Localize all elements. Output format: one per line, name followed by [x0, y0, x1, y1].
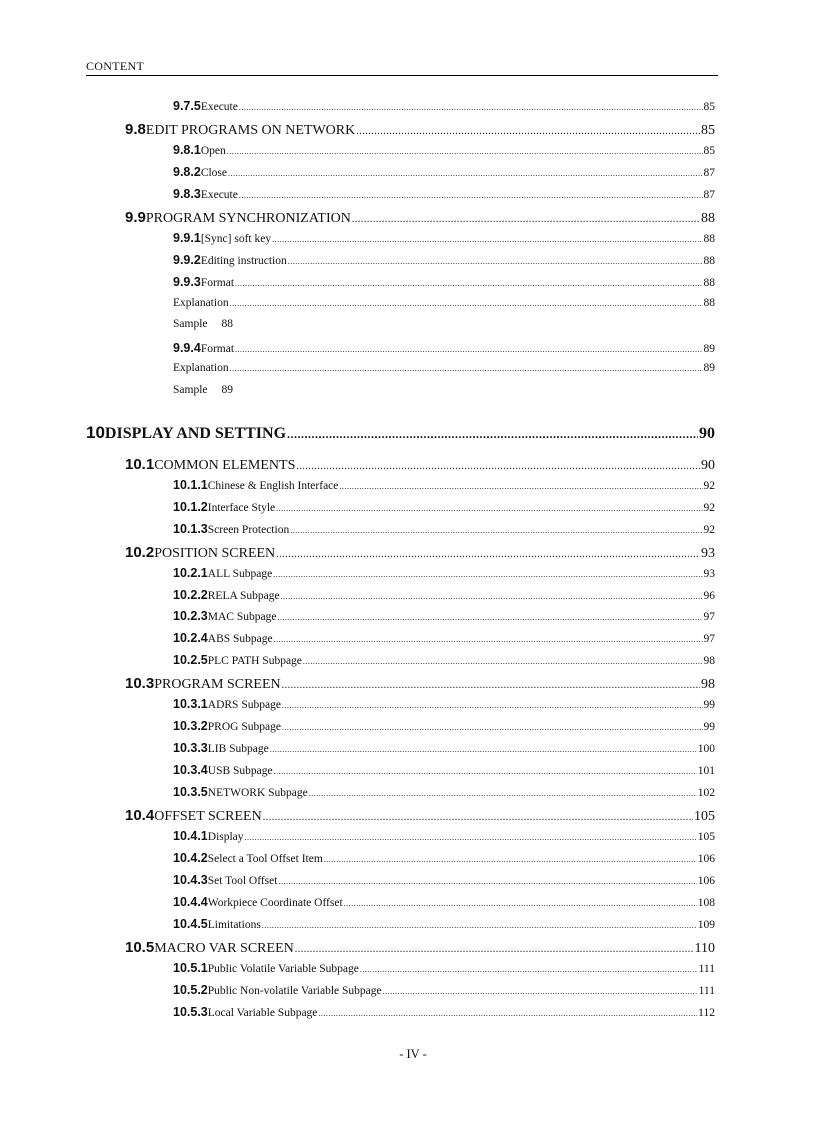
toc-entry[interactable] — [0, 478, 826, 498]
toc-entry-page: 88 — [221, 318, 233, 330]
toc-entry[interactable] — [0, 362, 826, 382]
toc-entry-title: Screen Protection — [207, 524, 290, 536]
toc-entry-title: MAC Subpage — [207, 611, 277, 623]
toc-entry-title: Format — [200, 343, 235, 355]
toc-entry[interactable] — [0, 209, 826, 229]
toc-leader-dots — [274, 633, 703, 645]
toc-leader-dots — [263, 809, 693, 825]
toc-entry-page: 92 — [703, 502, 715, 514]
toc-entry[interactable] — [0, 187, 826, 207]
toc-entry[interactable] — [0, 763, 826, 783]
toc-leader-dots — [383, 985, 698, 997]
toc-entry[interactable] — [0, 873, 826, 893]
toc-entry-title: PROGRAM SCREEN — [154, 677, 281, 692]
toc-entry[interactable] — [0, 121, 826, 141]
toc-entry[interactable] — [0, 500, 826, 520]
toc-entry[interactable] — [0, 1005, 826, 1025]
toc-leader-dots — [239, 189, 703, 201]
toc-leader-dots — [239, 101, 703, 113]
toc-entry-page: 88 — [703, 233, 715, 245]
toc-entry-page: 92 — [703, 480, 715, 492]
toc-entry[interactable] — [0, 588, 826, 608]
toc-entry-page: 111 — [698, 985, 715, 997]
toc-entry-number: 10.4.3 — [173, 873, 208, 887]
toc-entry-page: 90 — [699, 425, 715, 442]
toc-entry[interactable] — [0, 719, 826, 739]
toc-entry-title: Limitations — [207, 919, 261, 931]
toc-leader-dots — [309, 787, 697, 799]
toc-leader-dots — [360, 963, 698, 975]
header-rule — [86, 75, 718, 76]
toc-entry[interactable] — [0, 143, 826, 163]
toc-entry-number: 10.1.2 — [173, 500, 208, 514]
toc-entry-page: 85 — [703, 101, 715, 113]
toc-entry-title: ALL Subpage — [207, 568, 273, 580]
toc-entry-title: Close — [200, 167, 228, 179]
toc-entry-number: 10.4.2 — [173, 851, 208, 865]
toc-entry-number: 9.7.5 — [173, 99, 201, 113]
toc-entry-number: 10.2.1 — [173, 566, 208, 580]
toc-entry-page: 98 — [701, 677, 715, 692]
toc-entry-title: MACRO VAR SCREEN — [154, 941, 294, 956]
toc-entry-page: 98 — [703, 655, 715, 667]
toc-leader-dots — [282, 699, 703, 711]
toc-leader-dots — [318, 1007, 697, 1019]
toc-entry[interactable] — [0, 522, 826, 542]
toc-entry-title: Sample — [173, 318, 208, 330]
toc-entry-title: RELA Subpage — [207, 590, 280, 602]
toc-entry[interactable] — [0, 675, 826, 695]
toc-entry-page: 96 — [703, 590, 715, 602]
toc-entry-number: 9.9.4 — [173, 341, 201, 355]
toc-entry-title: Execute — [200, 101, 238, 113]
toc-entry-number: 9.8.1 — [173, 143, 201, 157]
toc-entry-title: [Sync] soft key — [200, 233, 272, 245]
toc-entry[interactable] — [0, 829, 826, 849]
toc-entry-title: PROGRAM SYNCHRONIZATION — [145, 211, 351, 226]
toc-entry-page: 88 — [703, 277, 715, 289]
toc-entry-number: 10.5.1 — [173, 961, 208, 975]
toc-entry-page: 85 — [703, 145, 715, 157]
toc-entry[interactable] — [0, 807, 826, 827]
toc-leader-dots — [276, 502, 702, 514]
toc-entry-page: 106 — [697, 875, 715, 887]
toc-leader-dots — [278, 875, 696, 887]
toc-entry-title: Local Variable Subpage — [207, 1007, 318, 1019]
toc-entry-title: Explanation — [173, 362, 229, 374]
toc-entry-number: 10.5 — [125, 939, 155, 956]
toc-entry[interactable] — [0, 697, 826, 717]
toc-entry-number: 10.4.4 — [173, 895, 208, 909]
toc-entry-title: Editing instruction — [200, 255, 287, 267]
toc-entry-title: Public Non-volatile Variable Subpage — [207, 985, 382, 997]
toc-entry[interactable] — [0, 297, 826, 317]
toc-entry-number: 10.2.2 — [173, 588, 208, 602]
toc-entry-number: 10.3.1 — [173, 697, 208, 711]
toc-entry-number: 9.9.3 — [173, 275, 201, 289]
toc-leader-dots — [228, 167, 702, 179]
toc-entry-title: COMMON ELEMENTS — [154, 458, 296, 473]
toc-entry-page: 112 — [698, 1007, 715, 1019]
toc-entry-title: NETWORK Subpage — [207, 787, 308, 799]
toc-entry-number: 10.2.5 — [173, 653, 208, 667]
toc-leader-dots — [235, 343, 702, 355]
toc-leader-dots — [296, 458, 700, 474]
toc-entry-page: 88 — [703, 255, 715, 267]
toc-leader-dots — [282, 677, 700, 693]
toc-entry-number: 10.3.3 — [173, 741, 208, 755]
toc-leader-dots — [245, 831, 697, 843]
toc-entry-number: 10.2.3 — [173, 609, 208, 623]
toc-entry-number: 9.8.3 — [173, 187, 201, 201]
toc-leader-dots — [230, 362, 703, 374]
toc-entry[interactable] — [0, 544, 826, 564]
toc-entry-title: ADRS Subpage — [207, 699, 281, 711]
toc-entry-title: Public Volatile Variable Subpage — [207, 963, 359, 975]
toc-leader-dots — [227, 145, 703, 157]
toc-leader-dots — [339, 480, 702, 492]
toc-entry-page: 87 — [703, 167, 715, 179]
toc-entry-number: 10.3.5 — [173, 785, 208, 799]
toc-entry[interactable] — [0, 423, 826, 443]
toc-entry[interactable] — [0, 653, 826, 673]
toc-entry[interactable] — [0, 631, 826, 651]
toc-entry-page: 105 — [697, 831, 715, 843]
toc-entry-title: DISPLAY AND SETTING — [104, 425, 287, 442]
toc-entry[interactable] — [0, 961, 826, 981]
toc-leader-dots — [303, 655, 703, 667]
toc-entry-number: 10.5.3 — [173, 1005, 208, 1019]
toc-entry-page: 90 — [701, 458, 715, 473]
toc-entry-page: 99 — [703, 721, 715, 733]
page-header: CONTENT — [86, 59, 145, 73]
toc-entry-number: 10.1.1 — [173, 478, 208, 492]
toc-leader-dots — [288, 255, 703, 267]
toc-entry-number: 10.1 — [125, 456, 155, 473]
toc-entry-page: 93 — [701, 546, 715, 561]
toc-entry-number: 10.4.5 — [173, 917, 208, 931]
toc-entry-page: 89 — [703, 343, 715, 355]
toc-entry-number: 10.1.3 — [173, 522, 208, 536]
page-number: - IV - — [399, 1047, 427, 1061]
toc-entry[interactable] — [0, 895, 826, 915]
toc-entry-number: 10.2.4 — [173, 631, 208, 645]
toc-leader-dots — [272, 233, 702, 245]
toc-entry[interactable] — [0, 741, 826, 761]
toc-entry[interactable] — [0, 165, 826, 185]
toc-entry[interactable] — [0, 341, 826, 361]
toc-entry-number: 9.8.2 — [173, 165, 201, 179]
toc-entry-page: 88 — [701, 211, 715, 226]
toc-entry-page: 97 — [703, 633, 715, 645]
toc-entry-number: 9.9.2 — [173, 253, 201, 267]
toc-entry-title: Explanation — [173, 297, 229, 309]
toc-entry[interactable] — [0, 983, 826, 1003]
toc-entry-title: LIB Subpage — [207, 743, 269, 755]
toc-entry[interactable] — [0, 851, 826, 871]
toc-entry-page: 89 — [221, 384, 233, 396]
toc-entry-page: 102 — [697, 787, 715, 799]
toc-entry-title: Sample — [173, 384, 208, 396]
toc-entry-number: 10.4.1 — [173, 829, 208, 843]
toc-entry-number: 10.3.4 — [173, 763, 208, 777]
toc-leader-dots — [262, 919, 697, 931]
toc-entry-title: EDIT PROGRAMS ON NETWORK — [145, 123, 356, 138]
toc-entry-page: 85 — [701, 123, 715, 138]
toc-entry[interactable] — [0, 99, 826, 119]
toc-entry-title: Workpiece Coordinate Offset — [207, 897, 343, 909]
toc-entry-title: OFFSET SCREEN — [154, 809, 262, 824]
toc-leader-dots — [281, 590, 703, 602]
toc-entry-page: 97 — [703, 611, 715, 623]
toc-entry-page: 87 — [703, 189, 715, 201]
toc-entry-page: 89 — [703, 362, 715, 374]
toc-entry[interactable] — [0, 231, 826, 251]
toc-entry-page: 105 — [694, 809, 715, 824]
toc-entry[interactable] — [0, 253, 826, 273]
toc-entry-title: Format — [200, 277, 235, 289]
toc-entry-page: 101 — [697, 765, 715, 777]
toc-entry[interactable] — [0, 384, 826, 404]
toc-entry-number: 9.9 — [125, 209, 146, 226]
toc-entry-number: 10.3.2 — [173, 719, 208, 733]
toc-entry-number: 10.2 — [125, 544, 155, 561]
toc-leader-dots — [274, 765, 697, 777]
toc-leader-dots — [277, 611, 702, 623]
toc-entry-page: 106 — [697, 853, 715, 865]
toc-entry-title: PLC PATH Subpage — [207, 655, 302, 667]
toc-entry-number: 9.8 — [125, 121, 146, 138]
toc-leader-dots — [270, 743, 697, 755]
toc-leader-dots — [230, 297, 703, 309]
toc-entry[interactable] — [0, 785, 826, 805]
toc-entry-title: Open — [200, 145, 226, 157]
toc-entry[interactable] — [0, 318, 826, 338]
toc-entry-page: 110 — [694, 941, 715, 956]
toc-entry-title: Execute — [200, 189, 238, 201]
toc-entry-page: 92 — [703, 524, 715, 536]
toc-entry[interactable] — [0, 609, 826, 629]
toc-leader-dots — [287, 425, 698, 443]
toc-entry[interactable] — [0, 939, 826, 959]
toc-entry[interactable] — [0, 275, 826, 295]
toc-entry-title: Select a Tool Offset Item — [207, 853, 323, 865]
toc-entry-title: POSITION SCREEN — [154, 546, 276, 561]
toc-entry-title: USB Subpage — [207, 765, 273, 777]
toc-entry-page: 93 — [703, 568, 715, 580]
toc-entry-number: 10.4 — [125, 807, 155, 824]
toc-entry[interactable] — [0, 917, 826, 937]
toc-leader-dots — [352, 211, 700, 227]
toc-entry-number: 10.5.2 — [173, 983, 208, 997]
toc-leader-dots — [273, 568, 702, 580]
toc-leader-dots — [295, 941, 694, 957]
toc-entry-number: 10 — [86, 423, 105, 442]
toc-leader-dots — [344, 897, 697, 909]
toc-entry-page: 111 — [698, 963, 715, 975]
toc-entry-title: Interface Style — [207, 502, 276, 514]
toc-leader-dots — [276, 546, 700, 562]
toc-entry-title: ABS Subpage — [207, 633, 273, 645]
toc-entry-title: Display — [207, 831, 244, 843]
toc-entry-title: PROG Subpage — [207, 721, 281, 733]
toc-entry-page: 100 — [697, 743, 715, 755]
toc-entry-page: 109 — [697, 919, 715, 931]
toc-leader-dots — [290, 524, 702, 536]
toc-leader-dots — [356, 123, 700, 139]
toc-leader-dots — [282, 721, 703, 733]
toc-entry[interactable] — [0, 456, 826, 476]
toc-entry-page: 88 — [703, 297, 715, 309]
toc-leader-dots — [324, 853, 697, 865]
toc-leader-dots — [235, 277, 702, 289]
toc-entry-title: Set Tool Offset — [207, 875, 278, 887]
toc-entry[interactable] — [0, 566, 826, 586]
toc-entry-number: 10.3 — [125, 675, 155, 692]
toc-entry-number: 9.9.1 — [173, 231, 201, 245]
toc-entry-page: 99 — [703, 699, 715, 711]
toc-entry-page: 108 — [697, 897, 715, 909]
toc-entry-title: Chinese & English Interface — [207, 480, 339, 492]
